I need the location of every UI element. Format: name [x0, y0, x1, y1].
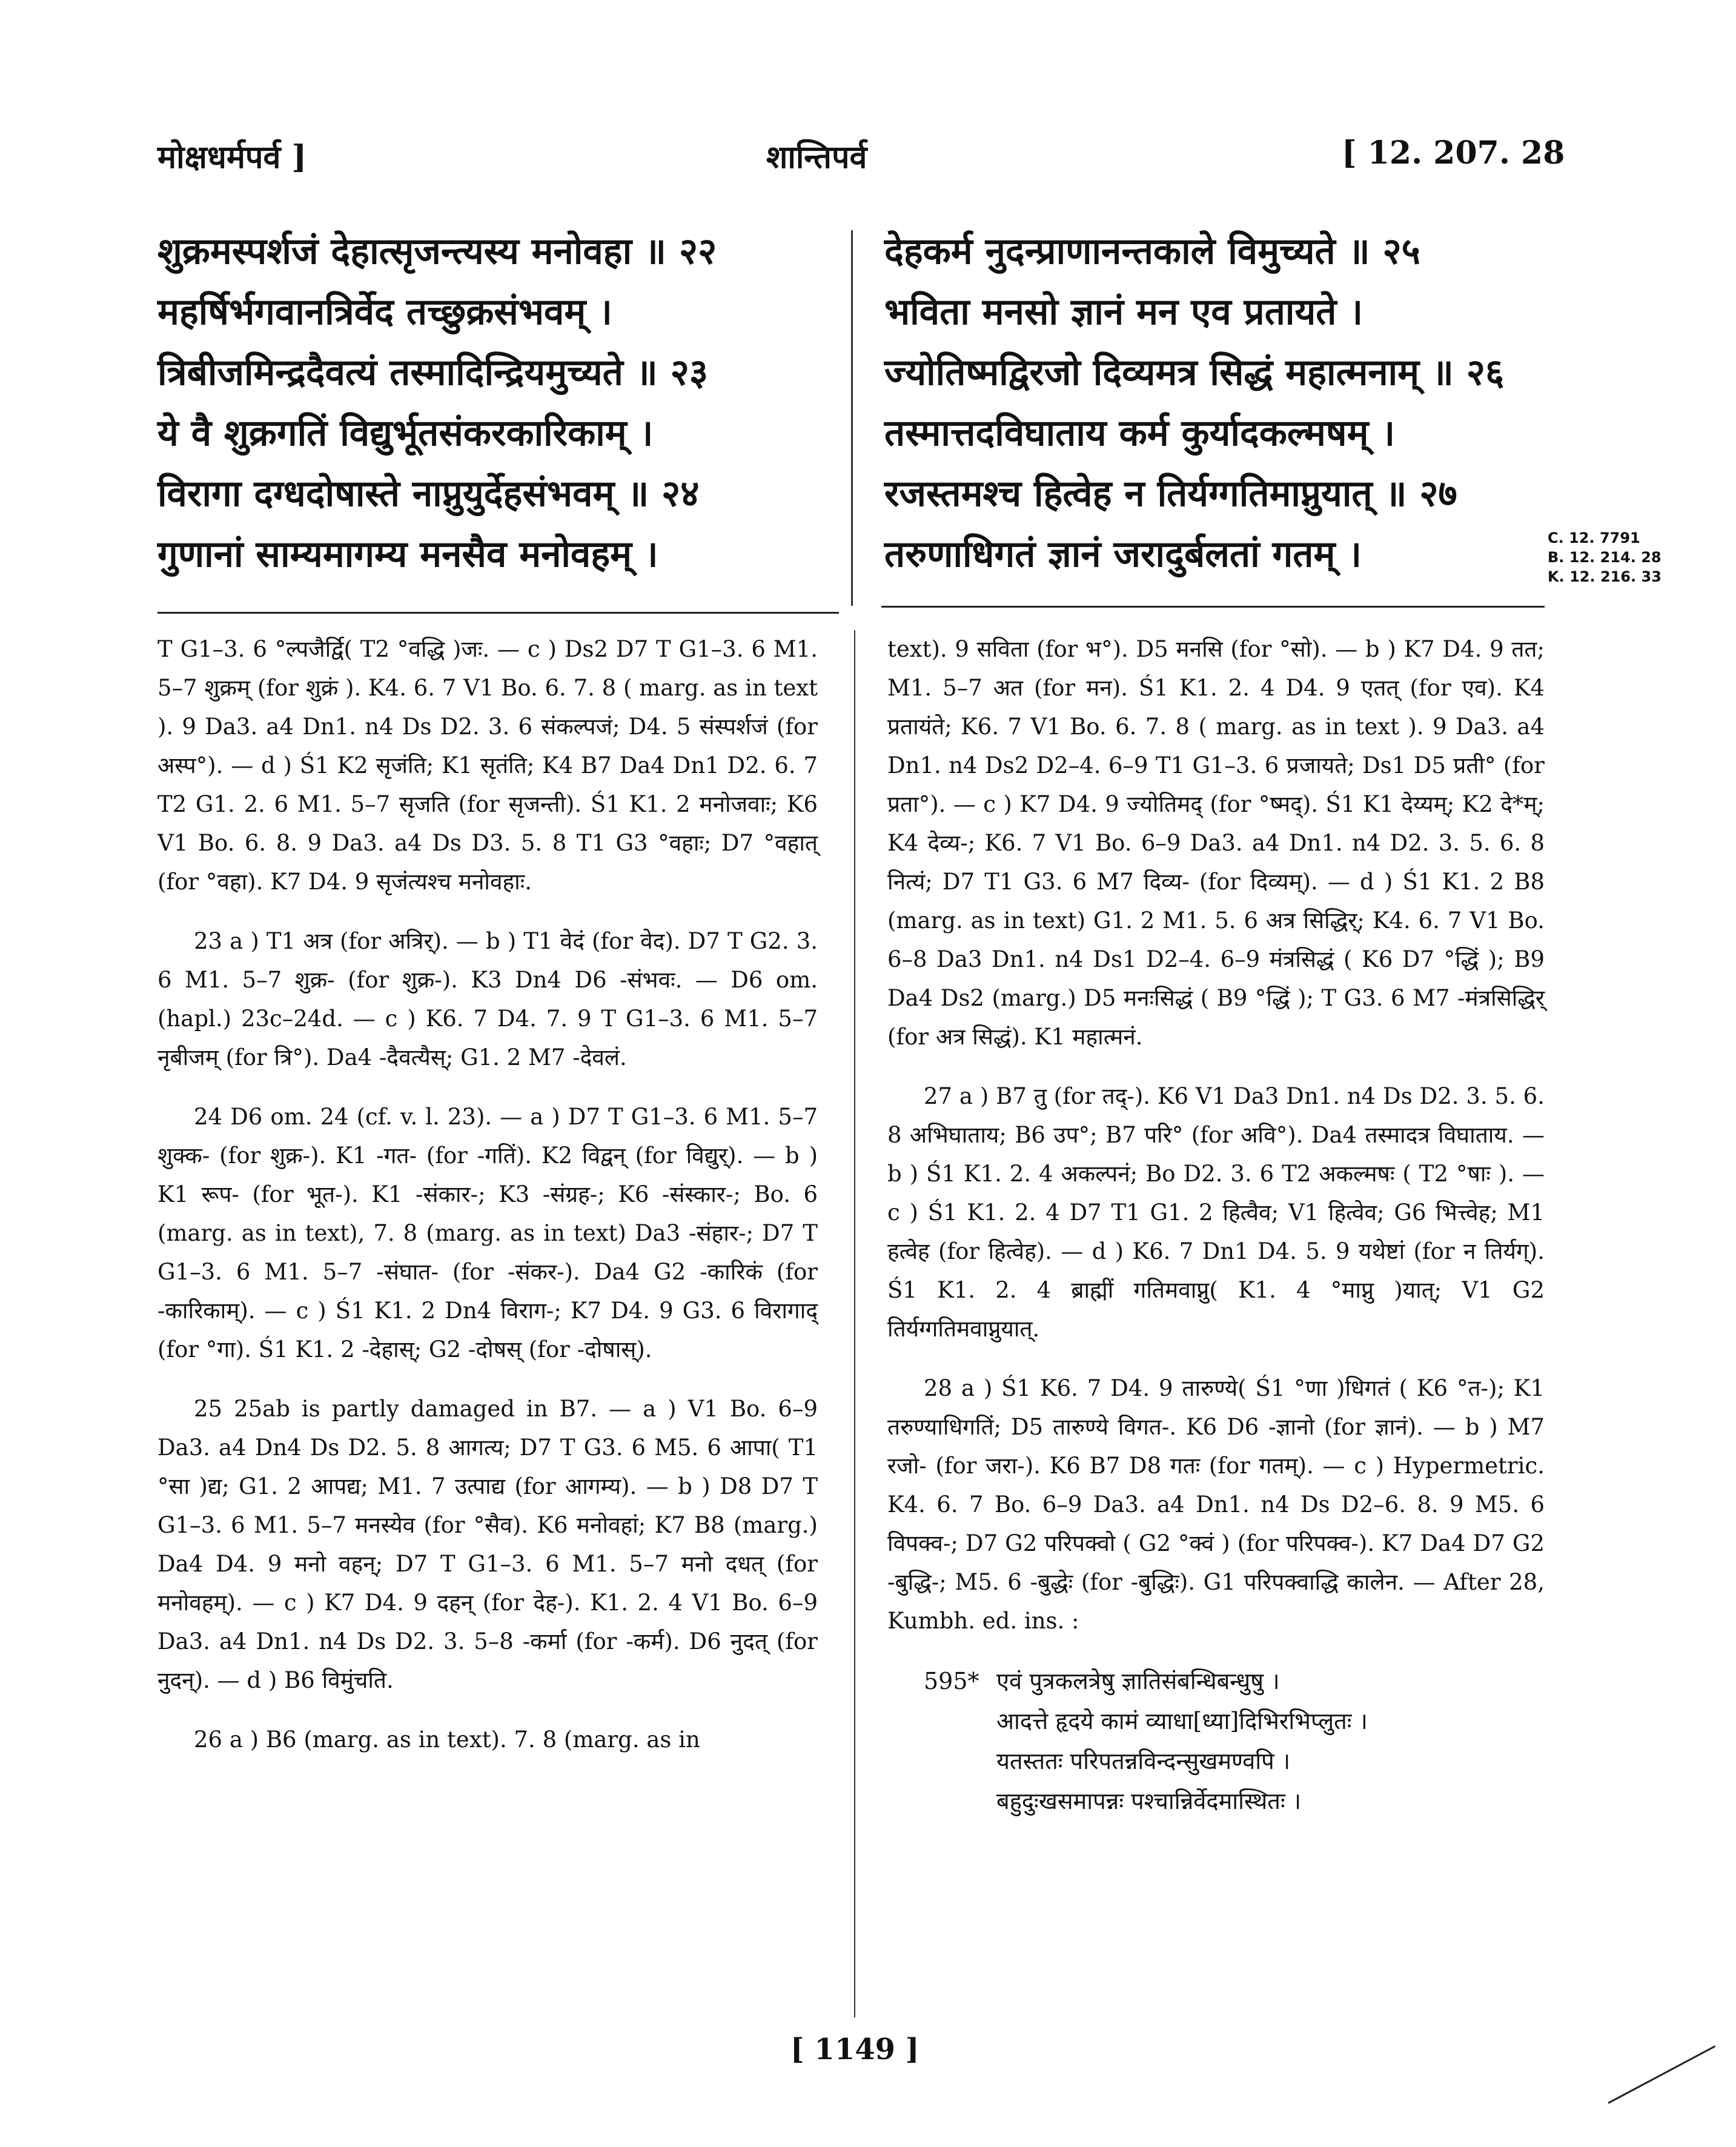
appendix-number: 595* — [924, 1668, 979, 1694]
notes-column-divider — [854, 630, 855, 2017]
concordance-line: C. 12. 7791 — [1548, 529, 1640, 546]
verse-column-divider — [851, 230, 853, 606]
running-head-left: मोक्षधर्मपर्व ] — [157, 139, 307, 176]
concordance-note — [1548, 528, 1661, 586]
verse-rule-right — [881, 606, 1545, 608]
verse-line: महर्षिर्भगवानत्रिर्वेद तच्छुक्रसंभवम् । — [157, 291, 612, 333]
concordance-line: K. 12. 216. 33 — [1548, 568, 1661, 585]
verse-line: विरागा दग्धदोषास्ते नाप्नुयुर्देहसंभवम् ॥ २४ — [157, 473, 700, 515]
verse-line: देहकर्म नुदन्प्राणानन्तकाले विमुच्यते ॥ २५ — [884, 230, 1420, 273]
verse-line: रजस्तमश्च हित्वेह न तिर्यग्गतिमाप्नुयात् ॥ २७ — [884, 473, 1457, 515]
verse-line: ये वै शुक्रगतिं विद्युर्भूतसंकरकारिकाम् । — [157, 412, 654, 454]
note-paragraph-28: 28 a ) Ś1 K6. 7 D4. 9 तारुण्ये( Ś1 °णा )धिगतं ( K6 °त-); K1 तरुण्याधिगतिं; D5 तारुण्ये विगत-. K6 D6 -ज्ञानो (for ज्ञानं). — b ) M7 रजो- (for जरा-). K6 B7 D8 गतः (for गतम्). — c ) Hypermetric. K4. 6. 7 Bo. 6–9 Da3. a4 Dn1. n4 Ds D2–6. 8. 9 M5. 6 विपक्व-; D7 G2 परिपक्वो ( G2 °क्वं ) (for परिपक्व-). K7 Da4 D7 G2 -बुद्धि-; M5. 6 -बुद्धेः (for -बुद्धिः). G1 परिपक्वाद्धि कालेन. — After 28, Kumbh. ed. ins. : — [887, 1375, 1545, 1634]
appendix-line: यतस्ततः परिपतन्नविन्दन्सुखमण्वपि । — [996, 1748, 1291, 1774]
notes-column-right — [887, 630, 1545, 1821]
verse-line: शुक्रमस्पर्शजं देहात्सृजन्त्यस्य मनोवहा ॥ २२ — [157, 230, 717, 273]
note-paragraph-23: 23 a ) T1 अत्र (for अत्रिर्). — b ) T1 वेदं (for वेद). D7 T G2. 3. 6 M1. 5–7 शुक्र- (for शुक्र-). K3 Dn4 D6 -संभवः. — D6 om. (hapl.) 23c–24d. — c ) K6. 7 D4. 7. 9 T G1–3. 6 M1. 5–7 नृबीजम् (for त्रि°). Da4 -दैवत्यैस्; G1. 2 M7 -देवलं. — [157, 928, 818, 1070]
scan-mark — [1608, 2045, 1715, 2104]
appendix-line: बहुदुःखसमापन्नः पश्चान्निर्वेदमास्थितः । — [996, 1788, 1302, 1814]
concordance-line: B. 12. 214. 28 — [1548, 549, 1661, 566]
note-paragraph-24: 24 D6 om. 24 (cf. v. l. 23). — a ) D7 T G1–3. 6 M1. 5–7 शुक्क- (for शुक्र-). K1 -गत- (for -गतिं). K2 विद्वन् (for विद्युर्). — b ) K1 रूप- (for भूत-). K1 -संकार-; K3 -संग्रह-; K6 -संस्कार-; Bo. 6 (marg. as in text), 7. 8 (marg. as in text) Da3 -संहार-; D7 T G1–3. 6 M1. 5–7 -संघात- (for -संकर-). Da4 G2 -कारिकं (for -कारिकाम्). — c ) Ś1 K1. 2 Dn4 विराग-; K7 D4. 9 G3. 6 विरागाद् (for °गा). Ś1 K1. 2 -देहास्; G2 -दोषस् (for -दोषास्). — [157, 1104, 818, 1362]
running-head-right: [ 12. 207. 28 — [1342, 134, 1565, 171]
appendix-line: आदत्ते हृदये कामं व्याधा[ध्या]दिभिरभिप्लुतः । — [996, 1708, 1368, 1734]
verse-line: भविता मनसो ज्ञानं मन एव प्रतायते । — [884, 291, 1363, 333]
verse-column-right — [884, 221, 1551, 585]
note-paragraph: text). 9 सविता (for भ°). D5 मनसि (for °सो). — b ) K7 D4. 9 तत; M1. 5–7 अत (for मन). Ś1 K1. 2. 4 D4. 9 एतत् (for एव). K4 प्रतायंते; K6. 7 V1 Bo. 6. 7. 8 ( marg. as in text ). 9 Da3. a4 Dn1. n4 Ds2 D2–4. 6–9 T1 G1–3. 6 प्रजायते; Ds1 D5 प्रती° (for प्रता°). — c ) K7 D4. 9 ज्योतिमद् (for °ष्मद्). Ś1 K1 देय्यम्; K2 दे*म्; K4 देव्य-; K6. 7 V1 Bo. 6–9 Da3. a4 Dn1. n4 D2. 3. 5. 6. 8 नित्यं; D7 T1 G3. 6 M7 दिव्य- (for दिव्यम्). — d ) Ś1 K1. 2 B8 (marg. as in text) G1. 2 M1. 5. 6 अत्र सिद्धिर्; K4. 6. 7 V1 Bo. 6–8 Da3 Dn1. n4 Ds1 D2–4. 6–9 मंत्रसिद्धं ( K6 D7 °द्धिं ); B9 Da4 Ds2 (marg.) D5 मनःसिद्धं ( B9 °द्धिं ); T G3. 6 M7 -मंत्रसिद्धिर् (for अत्र सिद्धं). K1 महात्मनं. — [887, 636, 1545, 1050]
appendix-passage — [924, 1661, 1545, 1821]
verse-line: तस्मात्तदविघाताय कर्म कुर्यादकल्मषम् । — [884, 412, 1396, 454]
note-paragraph-25: 25 25ab is partly damaged in B7. — a ) V1 Bo. 6–9 Da3. a4 Dn4 Ds D2. 5. 8 आगत्य; D7 T G3. 6 M5. 6 आपा( T1 °सा )द्य; G1. 2 आपद्य; M1. 7 उत्पाद्य (for आगम्य). — b ) D8 D7 T G1–3. 6 M1. 5–7 मनस्येव (for °सैव). K6 मनोवहां; K7 B8 (marg.) Da4 D4. 9 मनो वहन्; D7 T G1–3. 6 M1. 5–7 मनो दधत् (for मनोवहम्). — c ) K7 D4. 9 दहन् (for देह-). K1. 2. 4 V1 Bo. 6–9 Da3. a4 Dn1. n4 Ds D2. 3. 5–8 -कर्मा (for -कर्म). D6 नुदत् (for नुदन्). — d ) B6 विमुंचति. — [157, 1396, 818, 1693]
verse-line: ज्योतिष्मद्विरजो दिव्यमत्र सिद्धं महात्मनाम् ॥ २६ — [884, 351, 1505, 394]
notes-column-left — [157, 630, 818, 1780]
verse-line: गुणानां साम्यमागम्य मनसैव मनोवहम् । — [157, 533, 658, 576]
note-paragraph-26: 26 a ) B6 (marg. as in text). 7. 8 (marg. as in — [194, 1727, 700, 1753]
verse-line: तरुणाधिगतं ज्ञानं जरादुर्बलतां गतम् । — [884, 533, 1362, 576]
verse-column-left — [157, 221, 824, 585]
appendix-line: एवं पुत्रकलत्रेषु ज्ञातिसंबन्धिबन्धुषु । — [996, 1668, 1280, 1694]
running-head-center: शान्तिपर्व — [766, 139, 867, 176]
note-paragraph-27: 27 a ) B7 तु (for तद्-). K6 V1 Da3 Dn1. n4 Ds D2. 3. 5. 6. 8 अभिघाताय; B6 उप°; B7 परि° (for अवि°). Da4 तस्मादत्र विघाताय. — b ) Ś1 K1. 2. 4 अकल्पनं; Bo D2. 3. 6 T2 अकल्मषः ( T2 °षाः ). — c ) Ś1 K1. 2. 4 D7 T1 G1. 2 हित्वैव; V1 हित्वेव; G6 भित्त्वेह; M1 हत्वेह (for हित्वेह). — d ) K6. 7 Dn1 D4. 5. 9 यथेष्टां (for न तिर्यग्). Ś1 K1. 2. 4 ब्राह्मीं गतिमवाप्नु( K1. 4 °माप्नु )यात्; V1 G2 तिर्यग्गतिमवाप्नुयात्. — [887, 1083, 1545, 1342]
verse-rule-left — [157, 612, 839, 614]
verse-line: त्रिबीजमिन्द्रदैवत्यं तस्मादिन्द्रियमुच्यते ॥ २३ — [157, 351, 708, 394]
note-paragraph: T G1–3. 6 °ल्पजैर्द्वि( T2 °वद्धि )जः. — c ) Ds2 D7 T G1–3. 6 M1. 5–7 शुक्रम् (for शुक्रं ). K4. 6. 7 V1 Bo. 6. 7. 8 ( marg. as in text ). 9 Da3. a4 Dn1. n4 Ds D2. 3. 6 संकल्पजं; D4. 5 संस्पर्शजं (for अस्प°). — d ) Ś1 K2 सृजंति; K1 सृतंति; K4 B7 Da4 Dn1 D2. 6. 7 T2 G1. 2. 6 M1. 5–7 सृजति (for सृजन्ती). Ś1 K1. 2 मनोजवाः; K6 V1 Bo. 6. 8. 9 Da3. a4 Ds D3. 5. 8 T1 G3 °वहाः; D7 °वहात् (for °वहा). K7 D4. 9 सृजंत्यश्च मनोवहाः. — [157, 636, 818, 895]
page-number: [ 1149 ] — [790, 2033, 919, 2066]
